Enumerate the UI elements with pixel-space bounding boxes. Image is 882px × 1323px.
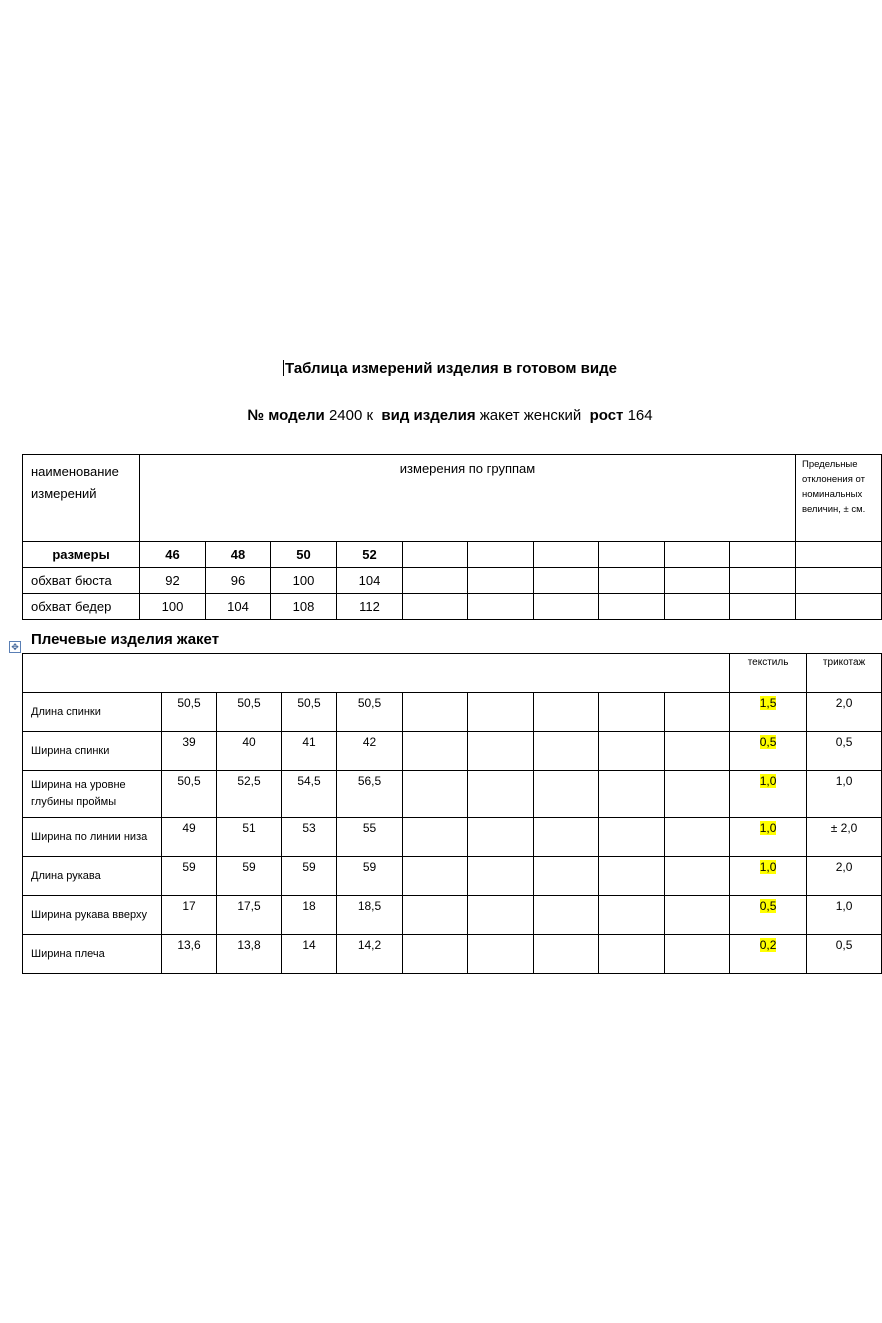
row-label: Длина спинки [23,693,162,732]
textile-tolerance-cell [730,935,807,974]
empty-cell [403,542,468,568]
empty-cell [665,818,730,857]
sizes-label: размеры [23,542,140,568]
height-value: 164 [627,407,653,424]
empty-cell [599,935,665,974]
value-cell: 92 [140,568,206,594]
empty-cell [534,935,599,974]
measurement-name-header: наименование измерений [23,455,140,542]
value-cell: 17 [162,896,217,935]
empty-cell [403,896,468,935]
empty-cell [403,732,468,771]
empty-cell [534,594,599,620]
value-cell: 56,5 [337,771,403,818]
textile-tolerance-cell [730,732,807,771]
size-cell: 48 [206,542,271,568]
empty-cell [730,568,796,594]
value-cell: 50,5 [217,693,282,732]
row-label: Длина рукава [23,857,162,896]
value-cell: 59 [282,857,337,896]
empty-cell [403,857,468,896]
value-cell: 96 [206,568,271,594]
empty-cell [534,896,599,935]
empty-cell [599,594,665,620]
empty-cell [468,693,534,732]
highlighted-value: 1,5 [759,696,777,710]
empty-cell [796,594,882,620]
highlighted-value: 0,5 [759,899,777,913]
knit-tolerance-cell: 1,0 [807,771,882,818]
textile-tolerance-cell [730,857,807,896]
table-row [23,896,882,935]
value-cell: 104 [337,568,403,594]
row-label: Ширина по линии низа [23,818,162,857]
textile-tolerance-cell [730,771,807,818]
empty-cell [468,818,534,857]
empty-cell [665,693,730,732]
value-cell: 59 [337,857,403,896]
value-cell: 104 [206,594,271,620]
model-value: 2400 к [328,407,374,424]
highlighted-value: 1,0 [759,860,777,874]
value-cell: 50,5 [282,693,337,732]
empty-cell [665,771,730,818]
knit-tolerance-cell: 2,0 [807,857,882,896]
value-cell: 49 [162,818,217,857]
empty-cell [599,818,665,857]
highlighted-value: 1,0 [759,821,777,835]
empty-cell [468,857,534,896]
value-cell: 55 [337,818,403,857]
empty-cell [534,857,599,896]
value-cell: 14 [282,935,337,974]
value-cell: 13,6 [162,935,217,974]
row-label: обхват бедер [23,594,140,620]
empty-cell [599,693,665,732]
row-label: Ширина рукава вверху [23,896,162,935]
value-cell: 53 [282,818,337,857]
table-row [23,771,882,818]
empty-cell [468,568,534,594]
knit-tolerance-cell: ± 2,0 [807,818,882,857]
empty-cell [468,542,534,568]
knit-header: трикотаж [807,654,882,693]
value-cell: 100 [271,568,337,594]
value-cell: 50,5 [162,771,217,818]
empty-cell [665,568,730,594]
table-row [23,935,882,974]
value-cell: 18,5 [337,896,403,935]
empty-cell [599,896,665,935]
header-empty-cell [23,654,730,693]
value-cell: 42 [337,732,403,771]
table-row [23,857,882,896]
empty-cell [534,693,599,732]
empty-cell [534,771,599,818]
value-cell: 112 [337,594,403,620]
type-label: вид изделия [381,407,476,424]
document-title: Таблица измерений изделия в готовом виде [285,360,617,377]
empty-cell [665,542,730,568]
empty-cell [403,771,468,818]
table-row [23,732,882,771]
value-cell: 40 [217,732,282,771]
value-cell: 50,5 [162,693,217,732]
empty-cell [534,542,599,568]
empty-cell [599,857,665,896]
document-subtitle [0,407,882,424]
knit-tolerance-cell: 0,5 [807,935,882,974]
size-cell: 46 [140,542,206,568]
row-label: Ширина на уровне глубины проймы [23,771,162,818]
empty-cell [403,818,468,857]
empty-cell [468,896,534,935]
value-cell: 18 [282,896,337,935]
empty-cell [534,818,599,857]
table-move-handle-icon[interactable]: ✥ [9,641,21,653]
empty-cell [665,857,730,896]
empty-cell [665,594,730,620]
value-cell: 50,5 [337,693,403,732]
text-cursor [283,360,284,376]
empty-cell [599,568,665,594]
measurements-table [22,653,882,974]
row-label: обхват бюста [23,568,140,594]
empty-cell [796,568,882,594]
empty-cell [534,732,599,771]
height-label: рост [589,407,624,424]
row-label: Ширина плеча [23,935,162,974]
table-row [23,693,882,732]
empty-cell [403,693,468,732]
textile-tolerance-cell [730,818,807,857]
knit-tolerance-cell: 1,0 [807,896,882,935]
empty-cell [730,542,796,568]
value-cell: 41 [282,732,337,771]
table-row [23,818,882,857]
highlighted-value: 1,0 [759,774,777,788]
empty-cell [599,542,665,568]
value-cell: 51 [217,818,282,857]
textile-tolerance-cell [730,693,807,732]
value-cell: 100 [140,594,206,620]
empty-cell [468,732,534,771]
empty-cell [665,896,730,935]
empty-cell [403,935,468,974]
empty-cell [468,594,534,620]
empty-cell [665,935,730,974]
value-cell: 39 [162,732,217,771]
type-value: жакет женский [479,407,582,424]
value-cell: 59 [162,857,217,896]
empty-cell [796,542,882,568]
size-cell: 50 [271,542,337,568]
deviation-header: Предельные отклонения от номинальных величин, ± см. [796,455,882,542]
value-cell: 17,5 [217,896,282,935]
table-row [23,568,882,594]
highlighted-value: 0,2 [759,938,777,952]
row-label: Ширина спинки [23,732,162,771]
knit-tolerance-cell: 2,0 [807,693,882,732]
size-groups-table [22,454,882,620]
value-cell: 14,2 [337,935,403,974]
value-cell: 108 [271,594,337,620]
size-cell: 52 [337,542,403,568]
empty-cell [665,732,730,771]
empty-cell [403,594,468,620]
value-cell: 59 [217,857,282,896]
value-cell: 52,5 [217,771,282,818]
empty-cell [468,771,534,818]
size-groups-header: измерения по группам [140,455,796,542]
table-row [23,594,882,620]
value-cell: 13,8 [217,935,282,974]
textile-tolerance-cell [730,896,807,935]
highlighted-value: 0,5 [759,735,777,749]
textile-header: текстиль [730,654,807,693]
knit-tolerance-cell: 0,5 [807,732,882,771]
section-title: Плечевые изделия жакет [31,631,220,648]
empty-cell [403,568,468,594]
empty-cell [599,732,665,771]
model-label: № модели [247,407,325,424]
empty-cell [599,771,665,818]
empty-cell [534,568,599,594]
empty-cell [468,935,534,974]
empty-cell [730,594,796,620]
value-cell: 54,5 [282,771,337,818]
